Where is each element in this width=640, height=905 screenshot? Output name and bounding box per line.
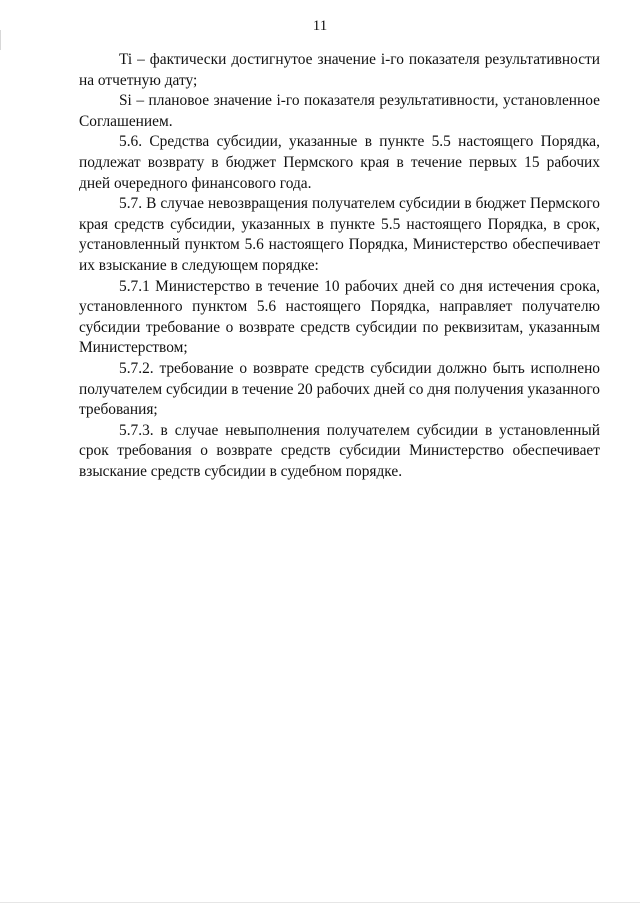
paragraph-5-6: 5.6. Средства субсидии, указанные в пункте 5.5 настоящего Порядка, подлежат возврату в бюджет Пермского края в течение первых 15 рабочих дней очередного финансового года. <box>79 133 600 192</box>
document-body <box>79 50 600 482</box>
paragraph-5-7-3: 5.7.3. в случае невыполнения получателем субсидии в установленный срок требования о возврате средств субсидии Министерство обеспечивает взыскание средств субсидии в судебном порядке. <box>79 421 600 480</box>
paragraph-si-definition: Si – плановое значение i-го показателя результативности, установленное Соглашением. <box>79 92 600 130</box>
paragraph-ti-definition: Ti – фактически достигнутое значение i-го показателя результативности на отчетную дату; <box>79 51 600 89</box>
scan-bottom-edge <box>0 902 640 903</box>
paragraph-5-7: 5.7. В случае невозвращения получателем субсидии в бюджет Пермского края средств субсидии, указанных в пункте 5.5 настоящего Порядка, в срок, установленный пунктом 5.6 настоящего Порядка, Министерство обеспечивает их взыскание в следующем порядке: <box>79 195 600 274</box>
page-number: 11 <box>312 18 328 34</box>
paragraph-5-7-2: 5.7.2. требование о возврате средств субсидии должно быть исполнено получателем субсидии в течение 20 рабочих дней со дня получения указанного требования; <box>79 359 600 419</box>
paragraph-5-7-1: 5.7.1 Министерство в течение 10 рабочих дней со дня истечения срока, установленного пунктом 5.6 настоящего Порядка, направляет получателю субсидии требование о возврате средств субсидии по реквизитам, указанным Министерством; <box>79 277 600 357</box>
